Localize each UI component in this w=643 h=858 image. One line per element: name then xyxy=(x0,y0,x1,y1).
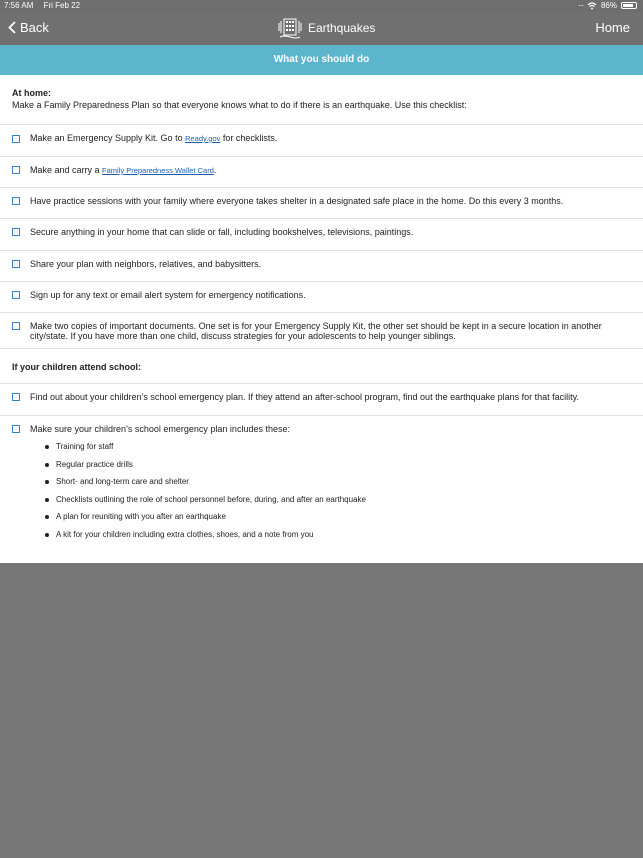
school-plan-bullets xyxy=(30,442,366,547)
bullet-icon xyxy=(45,445,49,449)
checklist-item xyxy=(0,218,643,250)
bullet-icon xyxy=(45,480,49,484)
checklist-item xyxy=(0,124,643,156)
checklist-item-text: Sign up for any text or email alert system for emergency notifications. xyxy=(30,290,306,300)
bullet-icon xyxy=(45,515,49,519)
checklist-item xyxy=(0,250,643,281)
checkbox-icon[interactable] xyxy=(12,425,20,433)
bullet-icon xyxy=(45,463,49,467)
checklist-item-text xyxy=(30,133,635,144)
checklist-item xyxy=(0,383,643,415)
checklist-item-text: Find out about your children’s school emergency plan. If they attend an after-school program, find out the earthquake plans for that facility. xyxy=(30,392,579,402)
section-banner: What you should do xyxy=(0,45,643,75)
back-button[interactable] xyxy=(8,20,49,35)
status-time: 7:56 AM xyxy=(4,1,34,10)
ready-gov-link[interactable]: Ready.gov xyxy=(185,134,221,143)
checklist-item-text xyxy=(30,165,635,176)
school-heading-row xyxy=(0,348,643,383)
bullet-item xyxy=(30,460,366,478)
checkbox-icon[interactable] xyxy=(12,135,20,143)
nav-title-text: Earthquakes xyxy=(308,21,376,35)
checkbox-icon[interactable] xyxy=(12,197,20,205)
bullet-item xyxy=(30,530,366,548)
bullet-text: Training for staff xyxy=(56,442,114,451)
checkbox-icon[interactable] xyxy=(12,228,20,236)
nav-title xyxy=(278,17,375,39)
bullet-text: A kit for your children including extra clothes, shoes, and a note from you xyxy=(56,529,314,539)
status-date: Fri Feb 22 xyxy=(43,1,81,10)
checklist-item xyxy=(0,312,643,348)
battery-fill xyxy=(623,4,633,7)
building-icon xyxy=(278,17,302,39)
bullet-text: A plan for reuniting with you after an earthquake xyxy=(56,512,226,521)
item-text-pre: Make an Emergency Supply Kit. Go to xyxy=(30,133,186,143)
checklist-item xyxy=(0,415,643,563)
checklist-item-text: Make sure your children’s school emergency plan includes these: xyxy=(30,424,290,434)
bullet-item xyxy=(30,442,366,460)
bullet-text: Short- and long-term care and shelter xyxy=(56,477,189,486)
item-text-pre: Make and carry a xyxy=(30,165,103,175)
bullet-icon xyxy=(45,533,49,537)
status-bar xyxy=(0,0,643,12)
wifi-icon xyxy=(587,2,597,10)
bullet-text: Checklists outlining the role of school personnel before, during, and after an earthquake xyxy=(56,494,366,504)
checkbox-icon[interactable] xyxy=(12,166,20,174)
checkbox-icon[interactable] xyxy=(12,322,20,330)
checklist-item xyxy=(0,156,643,187)
battery-percent: 86% xyxy=(600,1,617,10)
bullet-item xyxy=(30,495,366,513)
bullet-item xyxy=(30,477,366,495)
bullet-item xyxy=(30,512,366,530)
wallet-card-link[interactable]: Family Preparedness Wallet Card xyxy=(102,166,214,175)
signal-dots-icon: ··· xyxy=(577,1,583,10)
checklist-item-text: Have practice sessions with your family where everyone takes shelter in a designated safe place in the home. Do this every 3 months. xyxy=(30,196,564,206)
content-panel xyxy=(0,75,643,563)
home-heading: At home: xyxy=(12,88,51,98)
checklist-item-text: Secure anything in your home that can slide or fall, including bookshelves, televisions, paintings. xyxy=(30,227,414,237)
navigation-bar xyxy=(0,12,643,45)
bullet-icon xyxy=(45,498,49,502)
checkbox-icon[interactable] xyxy=(12,291,20,299)
checkbox-icon[interactable] xyxy=(12,393,20,401)
home-intro: Make a Family Preparedness Plan so that everyone knows what to do if there is an earthquake. Use this checklist: xyxy=(12,100,467,110)
school-heading: If your children attend school: xyxy=(12,362,142,372)
checklist-item-text: Make two copies of important documents. One set is for your Emergency Supply Kit, the other set should be kept in a secure location in another city/state. If you have more than one child, discuss strategies for your adolescents to help younger siblings. xyxy=(30,321,602,341)
bullet-text: Regular practice drills xyxy=(56,459,133,469)
checkbox-icon[interactable] xyxy=(12,260,20,268)
battery-icon xyxy=(621,2,637,9)
item-text-post: . xyxy=(213,165,217,175)
item-text-post: for checklists. xyxy=(220,133,278,143)
checklist-item-text: Share your plan with neighbors, relatives, and babysitters. xyxy=(30,259,262,269)
home-button[interactable]: Home xyxy=(595,20,630,35)
checklist-item xyxy=(0,281,643,312)
chevron-left-icon xyxy=(8,21,16,34)
checklist-item xyxy=(0,187,643,218)
back-label: Back xyxy=(20,20,49,35)
